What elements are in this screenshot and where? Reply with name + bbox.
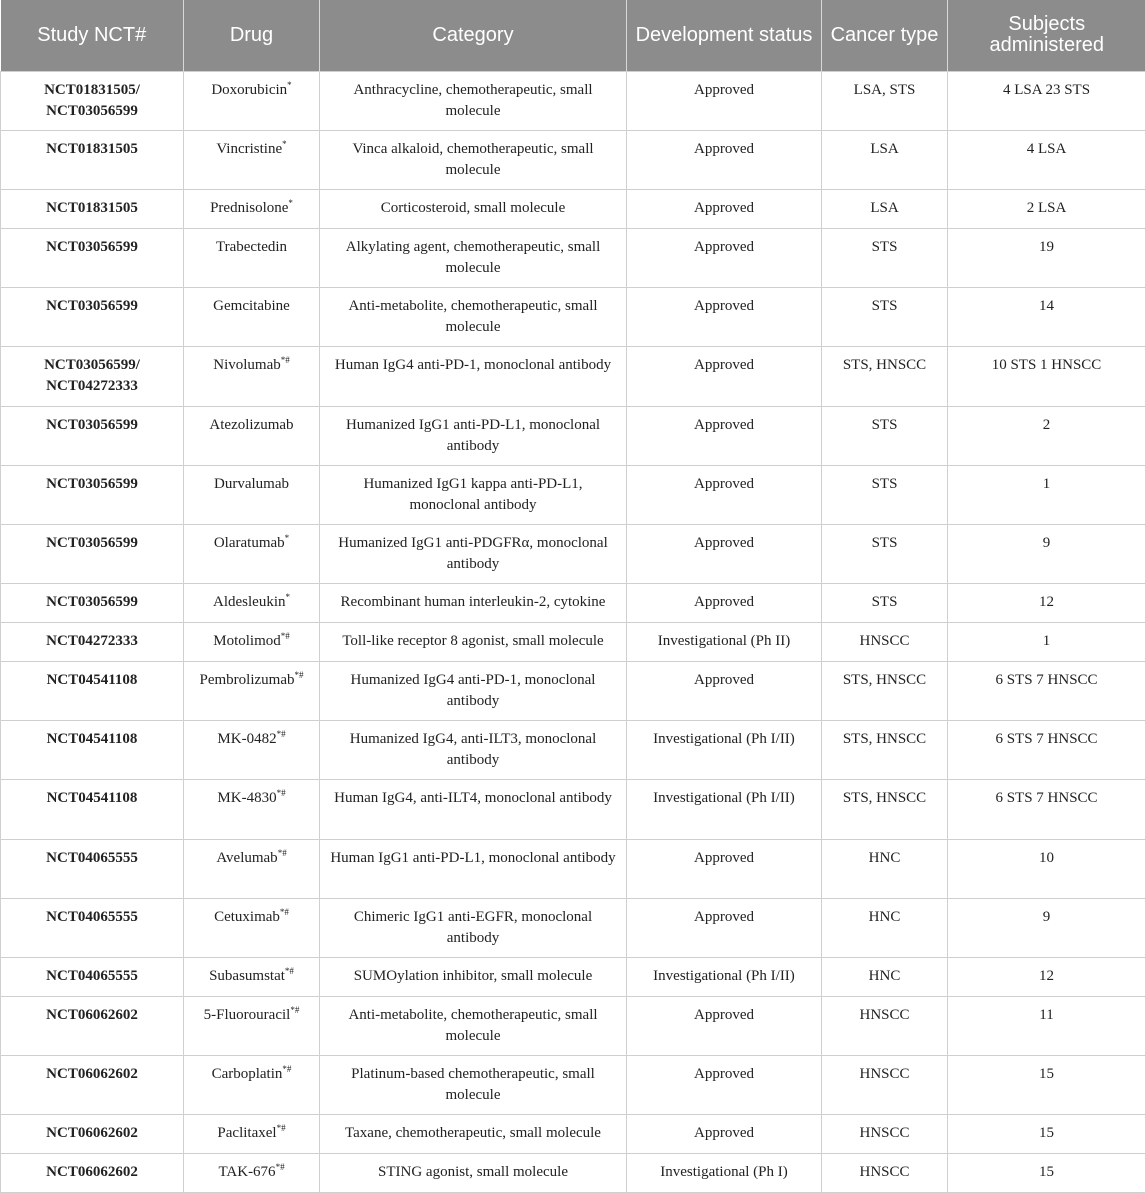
cell-study: NCT04065555 (1, 898, 184, 957)
cell-drug (184, 465, 320, 524)
cell-study: NCT04065555 (1, 839, 184, 898)
cell-category: Recombinant human interleukin-2, cytokine (320, 584, 627, 623)
cell-drug (184, 1056, 320, 1115)
header-study: Study NCT# (1, 0, 184, 71)
table-row (1, 1115, 1145, 1154)
cell-study: NCT01831505 (1, 130, 184, 189)
header-category: Category (320, 0, 627, 71)
cell-cancer-type: HNC (822, 898, 948, 957)
cell-category: Toll-like receptor 8 agonist, small molecule (320, 623, 627, 662)
cell-subjects: 1 (948, 623, 1145, 662)
cell-status: Approved (627, 130, 822, 189)
drug-name: Aldesleukin (213, 594, 286, 610)
cell-subjects: 14 (948, 287, 1145, 346)
cell-cancer-type: STS (822, 525, 948, 584)
table-row (1, 71, 1145, 130)
cell-study: NCT06062602 (1, 1153, 184, 1192)
drug-footnote-marks: *# (281, 355, 290, 365)
cell-study: NCT03056599 (1, 228, 184, 287)
cell-cancer-type: STS (822, 228, 948, 287)
cell-category: Humanized IgG4 anti-PD-1, monoclonal antibody (320, 661, 627, 720)
cell-study: NCT03056599 (1, 584, 184, 623)
cell-status: Approved (627, 996, 822, 1055)
cell-subjects: 6 STS 7 HNSCC (948, 780, 1145, 839)
cell-category: Humanized IgG1 anti-PD-L1, monoclonal antibody (320, 406, 627, 465)
cell-drug (184, 958, 320, 997)
cell-status: Approved (627, 661, 822, 720)
cell-drug (184, 996, 320, 1055)
drug-footnote-marks: *# (282, 1064, 291, 1074)
cell-drug (184, 780, 320, 839)
drug-name: Avelumab (216, 850, 277, 866)
table-row (1, 720, 1145, 779)
cell-status: Approved (627, 525, 822, 584)
table-row (1, 1153, 1145, 1192)
cell-drug (184, 661, 320, 720)
cell-subjects: 6 STS 7 HNSCC (948, 720, 1145, 779)
drug-name: Pembrolizumab (200, 672, 295, 688)
cell-subjects: 12 (948, 584, 1145, 623)
cell-status: Approved (627, 228, 822, 287)
cell-category: STING agonist, small molecule (320, 1153, 627, 1192)
drug-name: Paclitaxel (217, 1125, 276, 1141)
cell-study: NCT04541108 (1, 780, 184, 839)
table-row (1, 996, 1145, 1055)
cell-cancer-type: LSA, STS (822, 71, 948, 130)
cell-category: Humanized IgG4, anti-ILT3, monoclonal antibody (320, 720, 627, 779)
cell-drug (184, 287, 320, 346)
table-row (1, 623, 1145, 662)
cell-status: Approved (627, 1115, 822, 1154)
table-row (1, 780, 1145, 839)
drug-name: Olaratumab (214, 535, 285, 551)
drug-footnote-marks: * (282, 139, 287, 149)
cell-drug (184, 898, 320, 957)
cell-drug (184, 1153, 320, 1192)
table-row (1, 465, 1145, 524)
cell-drug (184, 1115, 320, 1154)
cell-drug (184, 839, 320, 898)
cell-cancer-type: HNSCC (822, 623, 948, 662)
cell-study: NCT04541108 (1, 720, 184, 779)
cell-status: Investigational (Ph I/II) (627, 720, 822, 779)
cell-subjects: 2 LSA (948, 190, 1145, 229)
cell-status: Investigational (Ph I/II) (627, 958, 822, 997)
cell-subjects: 10 STS 1 HNSCC (948, 347, 1145, 406)
cell-category: Humanized IgG1 anti-PDGFRα, monoclonal antibody (320, 525, 627, 584)
cell-status: Approved (627, 406, 822, 465)
drug-footnote-marks: *# (276, 1162, 285, 1172)
table-row (1, 287, 1145, 346)
cell-subjects: 11 (948, 996, 1145, 1055)
cell-study: NCT06062602 (1, 996, 184, 1055)
cell-drug (184, 228, 320, 287)
cell-subjects: 9 (948, 525, 1145, 584)
cell-category: Human IgG4 anti-PD-1, monoclonal antibody (320, 347, 627, 406)
cell-cancer-type: STS, HNSCC (822, 661, 948, 720)
header-drug: Drug (184, 0, 320, 71)
drug-footnote-marks: *# (277, 788, 286, 798)
cell-study: NCT01831505 (1, 190, 184, 229)
cell-study: NCT06062602 (1, 1115, 184, 1154)
drug-name: Carboplatin (212, 1066, 283, 1082)
cell-status: Approved (627, 465, 822, 524)
drug-footnote-marks: * (285, 533, 290, 543)
cell-subjects: 19 (948, 228, 1145, 287)
cell-category: Corticosteroid, small molecule (320, 190, 627, 229)
table-row (1, 584, 1145, 623)
cell-category: Human IgG4, anti-ILT4, monoclonal antibody (320, 780, 627, 839)
drug-footnote-marks: *# (277, 1123, 286, 1133)
table-row (1, 406, 1145, 465)
cell-subjects: 15 (948, 1056, 1145, 1115)
cell-drug (184, 584, 320, 623)
cell-study: NCT04541108 (1, 661, 184, 720)
cell-cancer-type: STS, HNSCC (822, 720, 948, 779)
cell-status: Approved (627, 584, 822, 623)
cell-cancer-type: LSA (822, 130, 948, 189)
cell-subjects: 1 (948, 465, 1145, 524)
cell-drug (184, 623, 320, 662)
drug-name: Motolimod (213, 633, 281, 649)
cell-cancer-type: LSA (822, 190, 948, 229)
cell-category: Anti-metabolite, chemotherapeutic, small molecule (320, 996, 627, 1055)
drug-name: Cetuximab (214, 909, 280, 925)
cell-status: Investigational (Ph I/II) (627, 780, 822, 839)
cell-status: Approved (627, 898, 822, 957)
drug-name: TAK-676 (218, 1164, 275, 1180)
cell-study: NCT03056599/ NCT04272333 (1, 347, 184, 406)
drug-footnote-marks: *# (294, 670, 303, 680)
drug-footnote-marks: *# (281, 631, 290, 641)
cell-cancer-type: STS (822, 406, 948, 465)
cell-subjects: 15 (948, 1153, 1145, 1192)
cell-category: Anti-metabolite, chemotherapeutic, small molecule (320, 287, 627, 346)
cell-cancer-type: HNSCC (822, 1153, 948, 1192)
drug-footnote-marks: *# (277, 729, 286, 739)
cell-subjects: 15 (948, 1115, 1145, 1154)
table-row (1, 228, 1145, 287)
drug-name: Durvalumab (214, 476, 289, 492)
cell-category: Humanized IgG1 kappa anti-PD-L1, monoclonal antibody (320, 465, 627, 524)
cell-category: Human IgG1 anti-PD-L1, monoclonal antibody (320, 839, 627, 898)
table-row (1, 661, 1145, 720)
table-row (1, 898, 1145, 957)
drug-name: MK-0482 (217, 731, 276, 747)
drug-footnote-marks: * (288, 198, 293, 208)
cell-category: Platinum-based chemotherapeutic, small molecule (320, 1056, 627, 1115)
cell-drug (184, 190, 320, 229)
cell-status: Investigational (Ph I) (627, 1153, 822, 1192)
cell-cancer-type: STS, HNSCC (822, 347, 948, 406)
cell-study: NCT04272333 (1, 623, 184, 662)
drug-footnote-marks: *# (285, 966, 294, 976)
cell-drug (184, 130, 320, 189)
header-row (1, 0, 1145, 71)
drug-name: Gemcitabine (213, 298, 290, 314)
cell-status: Approved (627, 1056, 822, 1115)
drug-name: 5-Fluorouracil (204, 1007, 291, 1023)
cell-cancer-type: STS (822, 584, 948, 623)
header-development-status: Development status (627, 0, 822, 71)
drug-footnote-marks: *# (290, 1005, 299, 1015)
drug-name: MK-4830 (217, 790, 276, 806)
cell-subjects: 12 (948, 958, 1145, 997)
drug-name: Subasumstat (209, 968, 285, 984)
cell-drug (184, 406, 320, 465)
cell-drug (184, 525, 320, 584)
table-row (1, 1056, 1145, 1115)
drug-name: Atezolizumab (209, 417, 293, 433)
cell-cancer-type: HNC (822, 839, 948, 898)
drug-footnote-marks: * (287, 80, 292, 90)
drug-footnote-marks: * (286, 592, 291, 602)
cell-study: NCT03056599 (1, 406, 184, 465)
cell-drug (184, 347, 320, 406)
cell-study: NCT03056599 (1, 525, 184, 584)
cell-cancer-type: HNSCC (822, 1056, 948, 1115)
cell-subjects: 10 (948, 839, 1145, 898)
cell-status: Approved (627, 287, 822, 346)
cell-cancer-type: HNC (822, 958, 948, 997)
cell-study: NCT04065555 (1, 958, 184, 997)
cell-category: Chimeric IgG1 anti-EGFR, monoclonal antibody (320, 898, 627, 957)
drug-name: Nivolumab (213, 357, 281, 373)
cell-category: Taxane, chemotherapeutic, small molecule (320, 1115, 627, 1154)
table-row (1, 958, 1145, 997)
table-row (1, 130, 1145, 189)
drug-name: Trabectedin (216, 239, 287, 255)
cell-category: SUMOylation inhibitor, small molecule (320, 958, 627, 997)
cell-category: Anthracycline, chemotherapeutic, small molecule (320, 71, 627, 130)
cell-status: Approved (627, 71, 822, 130)
cell-subjects: 2 (948, 406, 1145, 465)
cell-status: Approved (627, 839, 822, 898)
cell-cancer-type: STS (822, 287, 948, 346)
cell-cancer-type: STS, HNSCC (822, 780, 948, 839)
cell-category: Alkylating agent, chemotherapeutic, small molecule (320, 228, 627, 287)
header-cancer-type: Cancer type (822, 0, 948, 71)
cell-study: NCT01831505/ NCT03056599 (1, 71, 184, 130)
cell-status: Approved (627, 190, 822, 229)
cell-study: NCT06062602 (1, 1056, 184, 1115)
drug-footnote-marks: *# (280, 907, 289, 917)
cell-cancer-type: STS (822, 465, 948, 524)
table-row (1, 347, 1145, 406)
cell-subjects: 4 LSA 23 STS (948, 71, 1145, 130)
cell-status: Investigational (Ph II) (627, 623, 822, 662)
cell-study: NCT03056599 (1, 465, 184, 524)
drug-name: Vincristine (216, 141, 282, 157)
drug-footnote-marks: *# (278, 848, 287, 858)
cell-subjects: 6 STS 7 HNSCC (948, 661, 1145, 720)
table-row (1, 190, 1145, 229)
table-body (1, 71, 1145, 1192)
table-row (1, 525, 1145, 584)
cell-cancer-type: HNSCC (822, 1115, 948, 1154)
cell-cancer-type: HNSCC (822, 996, 948, 1055)
drug-name: Prednisolone (210, 200, 288, 216)
header-subjects-administered: Subjects administered (948, 0, 1145, 71)
cell-study: NCT03056599 (1, 287, 184, 346)
cell-subjects: 9 (948, 898, 1145, 957)
cell-category: Vinca alkaloid, chemotherapeutic, small molecule (320, 130, 627, 189)
cell-subjects: 4 LSA (948, 130, 1145, 189)
cell-drug (184, 720, 320, 779)
cell-drug (184, 71, 320, 130)
table-row (1, 839, 1145, 898)
drug-name: Doxorubicin (211, 82, 287, 98)
cell-status: Approved (627, 347, 822, 406)
